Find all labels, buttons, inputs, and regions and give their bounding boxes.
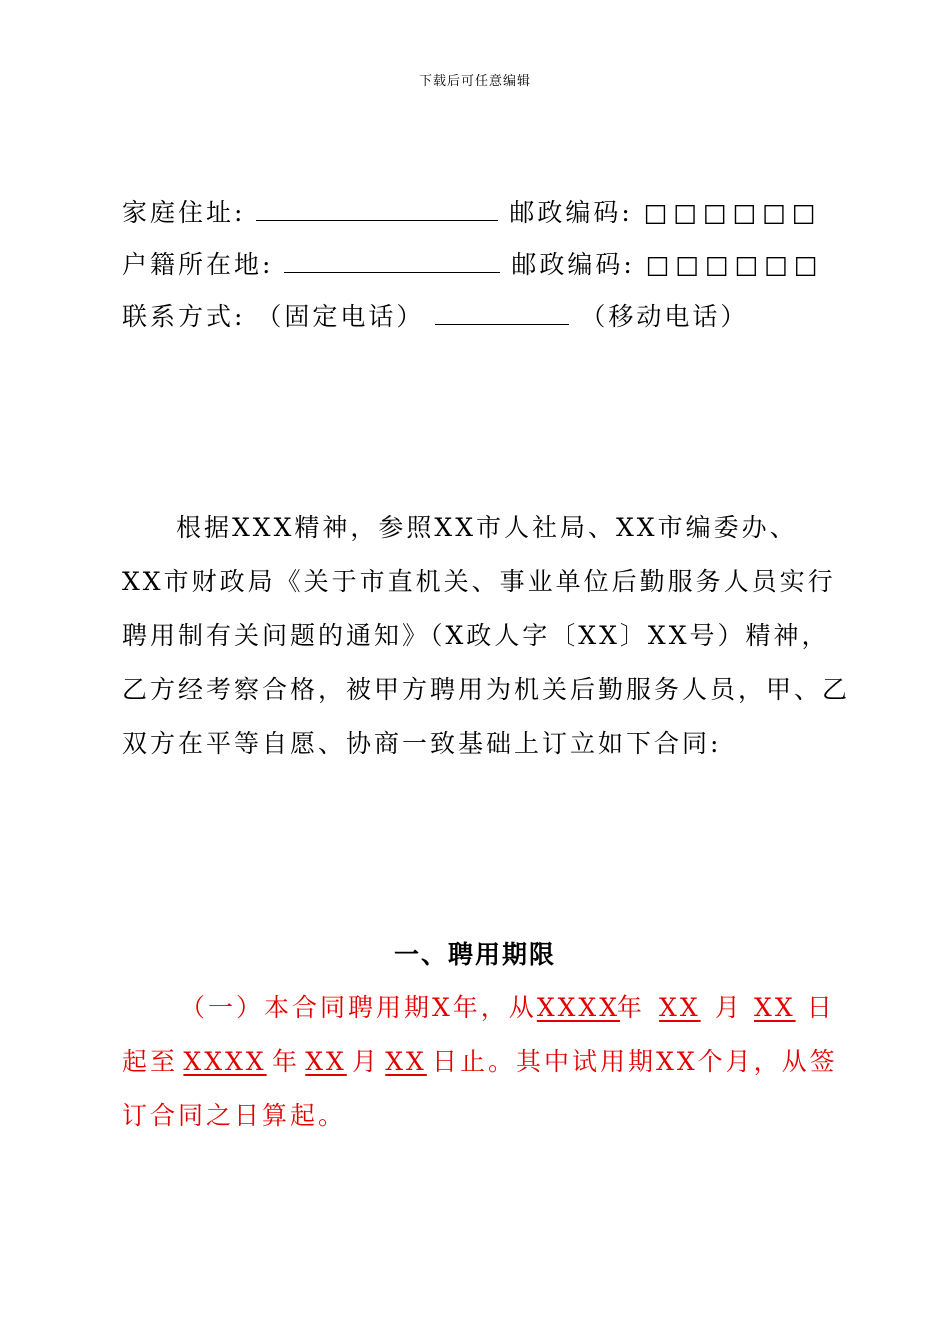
address-blank[interactable] <box>256 198 498 221</box>
postcode-label: 邮政编码: <box>509 198 633 227</box>
landline-blank[interactable] <box>435 302 569 325</box>
address-row <box>122 193 821 229</box>
end-year[interactable]: XXXX <box>183 1047 267 1076</box>
year-unit-2: 年 <box>272 1047 301 1076</box>
year-unit: 年 <box>616 993 645 1022</box>
section-title: 一、聘用期限 <box>393 940 556 969</box>
intro-line-1: 根据XXX精神，参照XX市人社局、XX市编委办、 <box>176 513 798 542</box>
month-unit-2: 月 <box>352 1047 381 1076</box>
household-label: 户籍所在地: <box>122 250 274 279</box>
contact-label: 联系方式: <box>122 302 246 331</box>
term-line-1 <box>180 988 900 1024</box>
intro-line-3: 聘用制有关问题的通知》（X政人字〔XX〕XX号）精神， <box>122 621 830 650</box>
start-year[interactable]: XXXX <box>536 993 621 1022</box>
postcode-boxes[interactable]: □□□□□□ <box>643 198 822 227</box>
term-line-2 <box>122 1042 842 1078</box>
term-line-3: 订合同之日算起。 <box>122 1101 347 1130</box>
until-text: 起至 <box>122 1047 179 1076</box>
household-blank[interactable] <box>284 250 500 273</box>
address-label: 家庭住址: <box>122 198 246 227</box>
intro-line-4: 乙方经考察合格，被甲方聘用为机关后勤服务人员，甲、乙 <box>122 675 851 704</box>
day-unit: 日 <box>806 993 835 1022</box>
end-day[interactable]: XX <box>385 1047 427 1076</box>
mobile-label: （移动电话） <box>580 302 749 331</box>
intro-line-2: XX市财政局《关于市直机关、事业单位后勤服务人员实行 <box>122 567 836 596</box>
start-day[interactable]: XX <box>754 993 796 1022</box>
end-month[interactable]: XX <box>305 1047 347 1076</box>
contact-row <box>122 297 748 333</box>
intro-line-5: 双方在平等自愿、协商一致基础上订立如下合同: <box>122 729 722 758</box>
postcode-label-2: 邮政编码: <box>511 250 635 279</box>
term-text: （一）本合同聘用期X年，从 <box>180 993 537 1022</box>
month-unit: 月 <box>714 993 743 1022</box>
start-month[interactable]: XX <box>659 993 701 1022</box>
page-header: 下载后可任意编辑 <box>418 74 531 89</box>
household-row <box>122 245 823 281</box>
landline-label: （固定电话） <box>256 302 425 331</box>
postcode-boxes-2[interactable]: □□□□□□ <box>645 250 824 279</box>
probation-text: 日止。其中试用期XX个月，从签 <box>432 1047 838 1076</box>
